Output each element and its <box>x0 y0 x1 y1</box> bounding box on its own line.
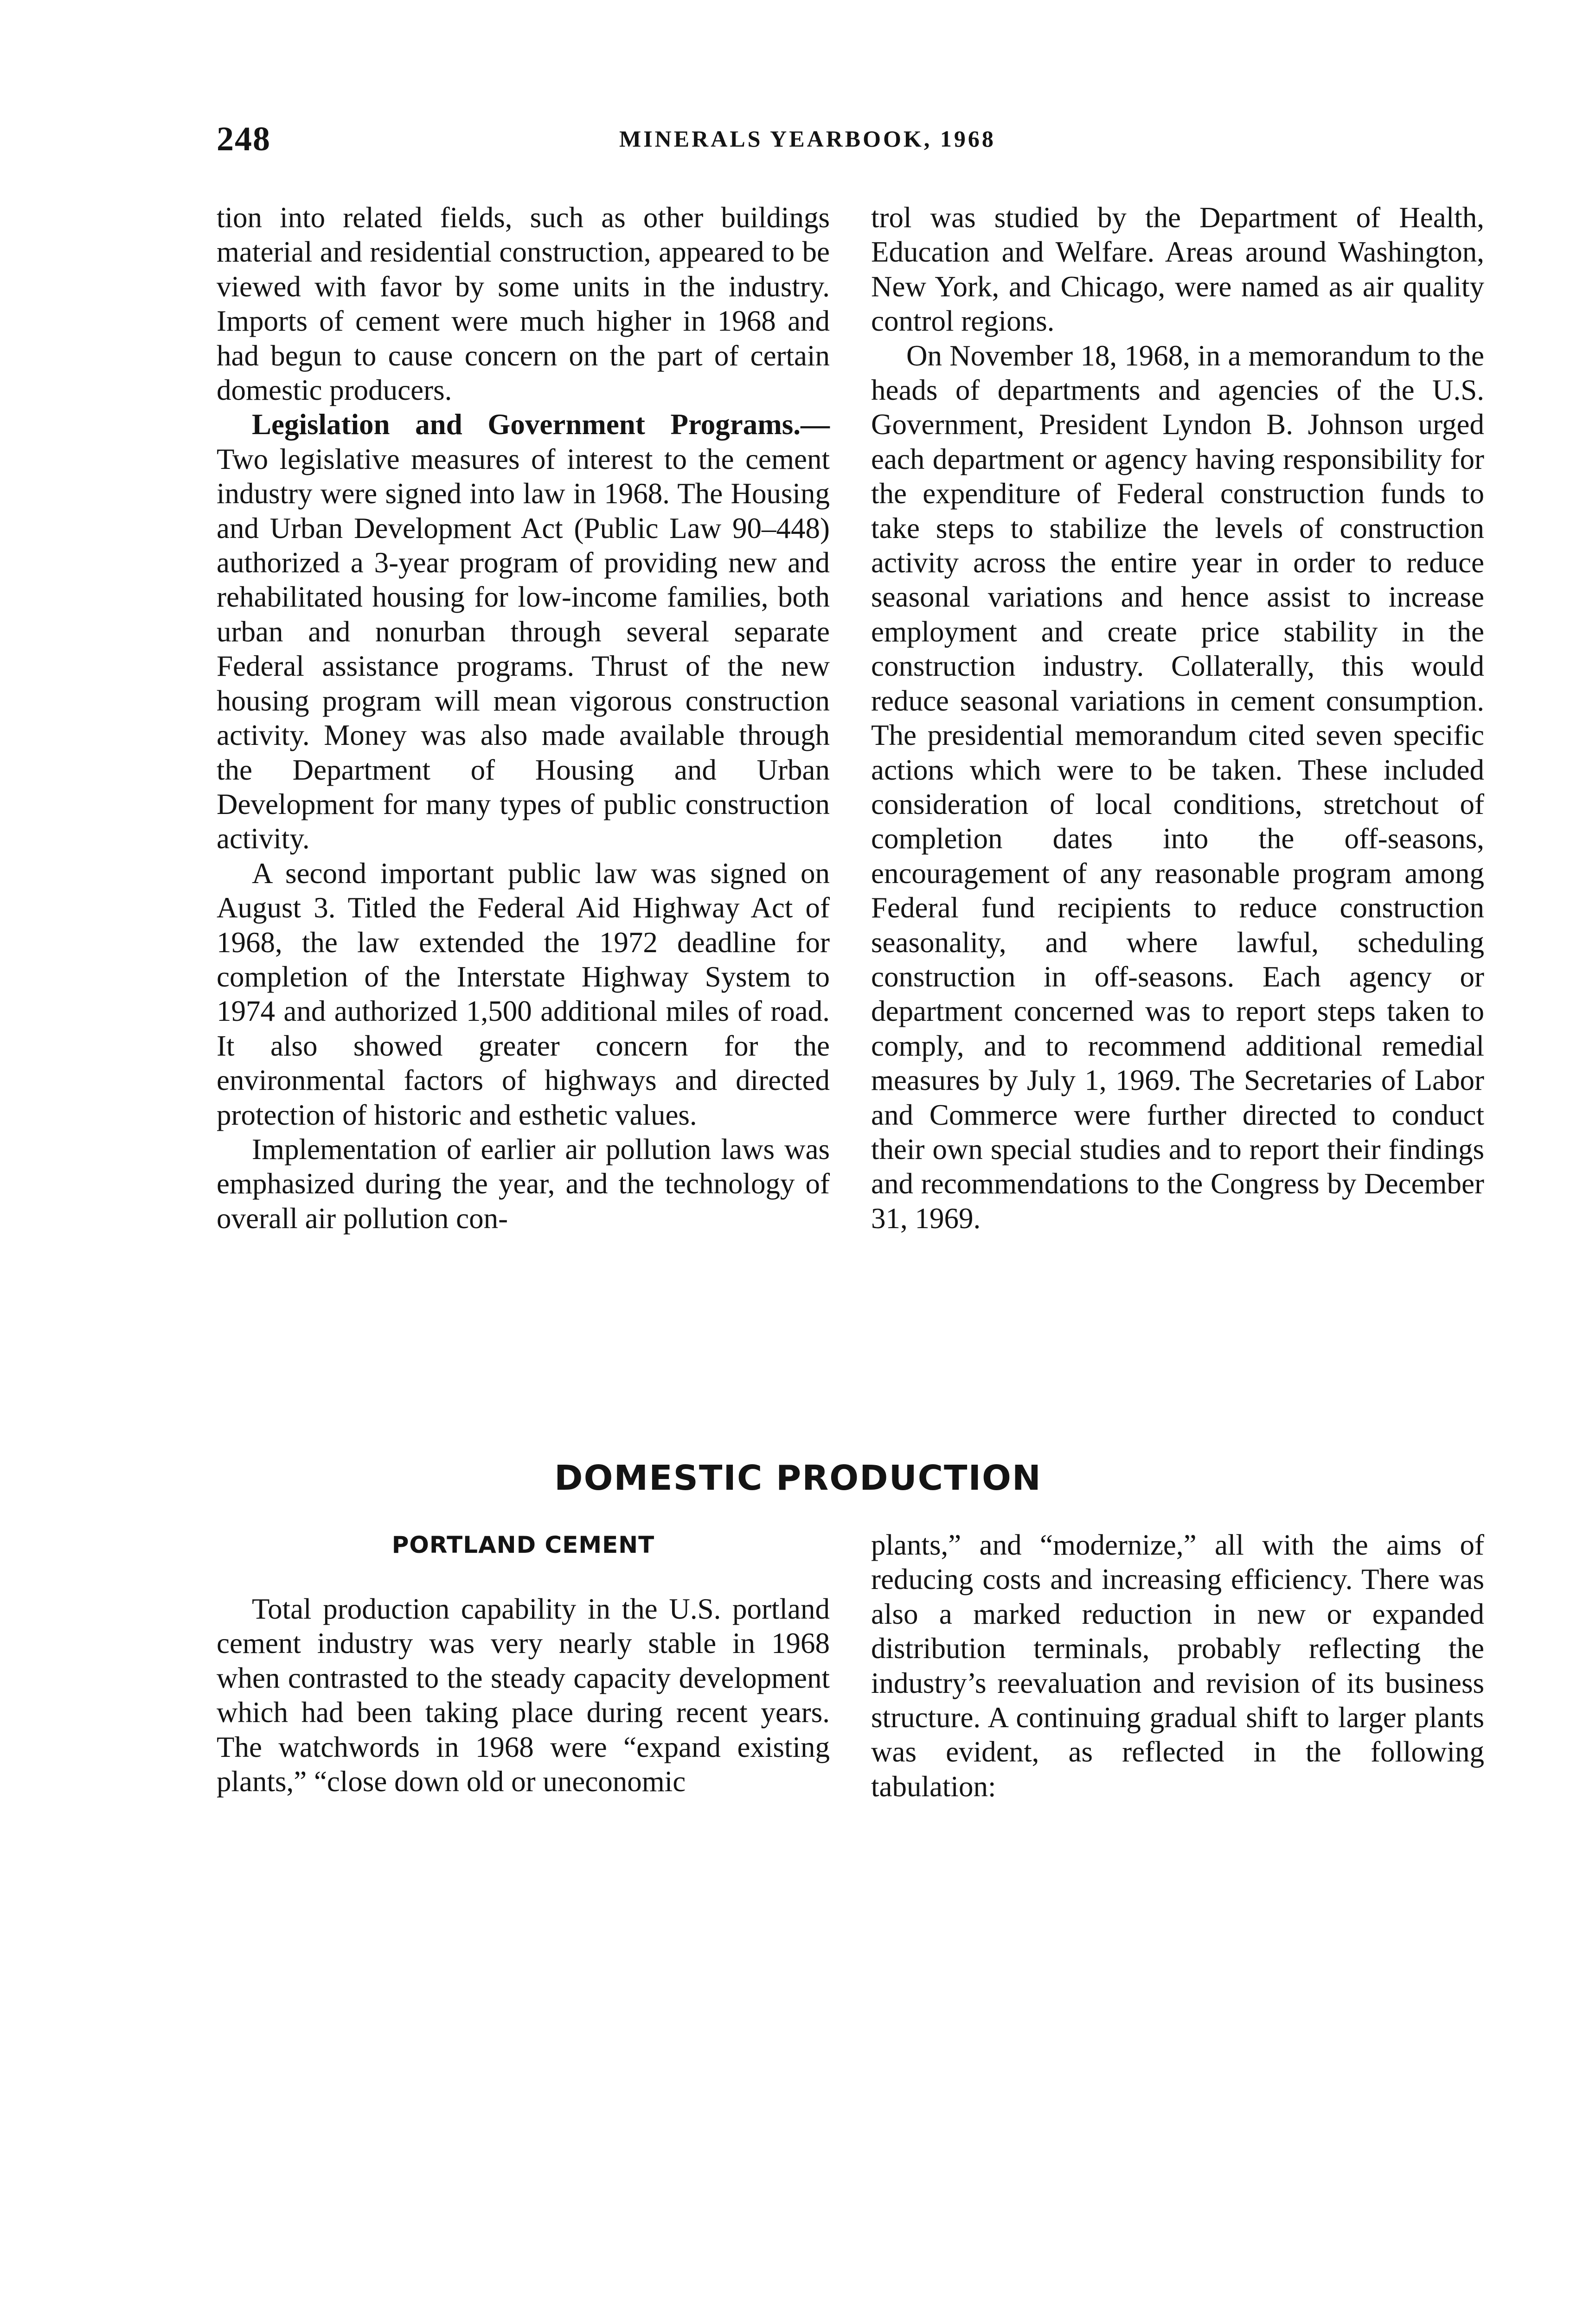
subsection-heading: PORTLAND CEMENT <box>391 1531 655 1558</box>
run-in-heading: Legislation and Government Programs.— <box>252 408 830 441</box>
upper-left-column <box>217 200 830 1236</box>
upper-right-column <box>871 200 1484 1236</box>
lower-left-column <box>217 1592 830 1799</box>
paragraph <box>217 407 830 856</box>
paragraph: Total production capability in the U.S. portland cement industry was very nearly stable in 1968 when contrasted to the steady capacity development which had been taking place during recent years. The watchwords in 1968 were “expand existing plants,” “close down old or uneconomic <box>217 1593 830 1798</box>
paragraph: plants,” and “modernize,” all with the aims of reducing costs and increasing efficiency. There was also a marked reduction in new or expanded distribution terminals, probably reflecting the industry’s reevaluation and revision of its business structure. A continuing gradual shift to larger plants was evident, as reflected in the following tabulation: <box>871 1529 1484 1803</box>
lower-right-column <box>871 1528 1484 1804</box>
paragraph: On November 18, 1968, in a memorandum to the heads of departments and agencies of the U.S. Government, President Lyndon B. Johnson urged each department or agency having responsibility for the expenditure of Federal construction funds to take steps to stabilize the levels of construction activity across the entire year in order to reduce seasonal variations and hence assist to increase employment and create price stability in the construction industry. Collaterally, this would reduce seasonal variations in cement consumption. The presidential memorandum cited seven specific actions which were to be taken. These included consideration of local conditions, stretchout of completion dates into the off-seasons, encouragement of any reasonable program among Federal fund recipients to reduce construction seasonality, and where lawful, scheduling construction in off-seasons. Each agency or department concerned was to report steps taken to comply, and to recommend additional remedial measures by July 1, 1969. The Secretaries of Labor and Commerce were further directed to conduct their own special studies and to report their findings and recommendations to the Congress by December 31, 1969. <box>871 339 1484 1235</box>
page-number: 248 <box>217 120 271 158</box>
paragraph: A second important public law was signed on August 3. Titled the Federal Aid Highway Act of 1968, the law extended the 1972 deadline for completion of the Interstate Highway System to 1974 and authorized 1,500 additional miles of road. It also showed greater concern for the environmental factors of highways and directed protection of historic and esthetic values. <box>217 857 830 1131</box>
paragraph: trol was studied by the Department of Health, Education and Welfare. Areas around Washington, New York, and Chicago, were named as air quality control regions. <box>871 201 1484 338</box>
paragraph-body: Two legislative measures of interest to the cement industry were signed into law in 1968. The Housing and Urban Development Act (Public Law 90–448) authorized a 3-year program of providing new and rehabilitated housing for low-income families, both urban and nonurban through several separate Federal assistance programs. Thrust of the new housing program will mean vigorous construction activity. Money was also made available through the Department of Housing and Urban Development for many types of public construction activity. <box>217 442 830 855</box>
paragraph: tion into related fields, such as other buildings material and residential construction, appeared to be viewed with favor by some units in the industry. Imports of cement were much higher in 1968 and had begun to cause concern on the part of certain domestic producers. <box>217 201 830 407</box>
running-title: MINERALS YEARBOOK, 1968 <box>619 126 996 152</box>
section-heading: DOMESTIC PRODUCTION <box>554 1458 1042 1498</box>
paragraph: Implementation of earlier air pollution laws was emphasized during the year, and the technology of overall air pollution con- <box>217 1133 830 1235</box>
